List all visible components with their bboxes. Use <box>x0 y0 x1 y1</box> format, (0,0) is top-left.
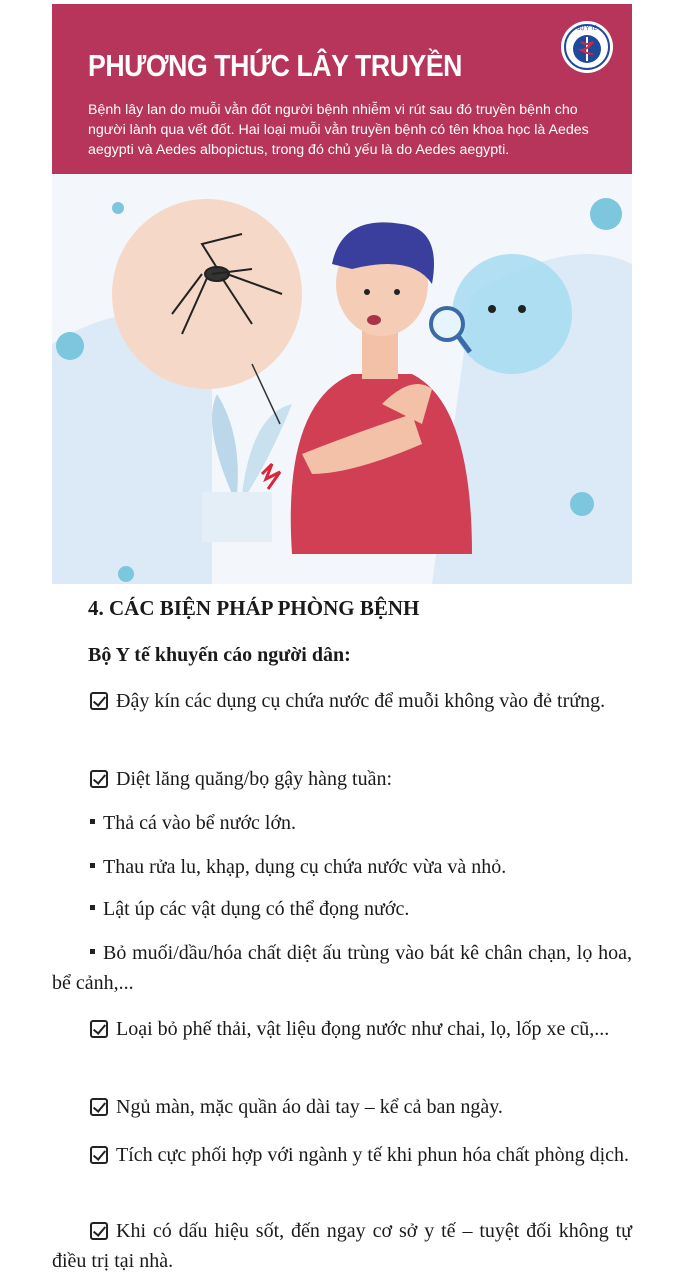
ministry-of-health-logo <box>560 20 614 74</box>
checkbox-icon <box>90 1222 108 1240</box>
checkbox-icon <box>90 1146 108 1164</box>
list-item: Đậy kín các dụng cụ chứa nước để muỗi không vào đẻ trứng. <box>52 686 632 716</box>
checkbox-icon <box>90 1020 108 1038</box>
list-item: Loại bỏ phế thải, vật liệu đọng nước như chai, lọ, lốp xe cũ,... <box>52 1014 632 1044</box>
banner <box>52 4 632 174</box>
list-item: Bỏ muối/dầu/hóa chất diệt ấu trùng vào bát kê chân chạn, lọ hoa, bể cảnh,... <box>52 942 632 994</box>
logo-text: BỘ Y TẾ <box>577 26 597 32</box>
bullet-icon <box>90 863 95 868</box>
list-item: Lật úp các vật dụng có thể đọng nước. <box>52 894 632 924</box>
list-item: Thau rửa lu, khạp, dụng cụ chứa nước vừa và nhỏ. <box>52 852 632 882</box>
banner-text: Bệnh lây lan do muỗi vằn đốt người bệnh nhiễm vi rút sau đó truyền bệnh cho người lành qua vết đốt. Hai loại muỗi vằn truyền bệnh có tên khoa học là Aedes aegypti và Aedes albopictus, trong đó chủ yếu là do Aedes aegypti. <box>88 102 589 158</box>
list-item: Thả cá vào bể nước lớn. <box>52 808 632 838</box>
virus-mascot-icon <box>452 254 572 374</box>
checkbox-icon <box>90 692 108 710</box>
bullet-icon <box>90 905 95 910</box>
checkbox-icon <box>90 1098 108 1116</box>
list-item: Khi có dấu hiệu sốt, đến ngay cơ sở y tế – tuyệt đối không tự điều trị tại nhà. <box>52 1220 632 1272</box>
bullet-icon <box>90 949 95 954</box>
list-item: Diệt lăng quăng/bọ gậy hàng tuần: <box>52 764 632 794</box>
bullet-icon <box>90 819 95 824</box>
pain-icon <box>262 464 280 489</box>
transmission-illustration <box>52 174 632 584</box>
list-item: Ngủ màn, mặc quần áo dài tay – kể cả ban ngày. <box>52 1092 632 1122</box>
person-icon <box>291 222 472 554</box>
section-intro: Bộ Y tế khuyến cáo người dân: <box>88 644 351 666</box>
magnifier-icon <box>431 308 463 340</box>
plant-icon <box>202 394 292 542</box>
checkbox-icon <box>90 770 108 788</box>
section-heading: 4. CÁC BIỆN PHÁP PHÒNG BỆNH <box>88 596 420 620</box>
banner-title: PHƯƠNG THỨC LÂY TRUYỀN <box>88 48 463 83</box>
list-item: Tích cực phối hợp với ngành y tế khi phun hóa chất phòng dịch. <box>52 1140 632 1170</box>
